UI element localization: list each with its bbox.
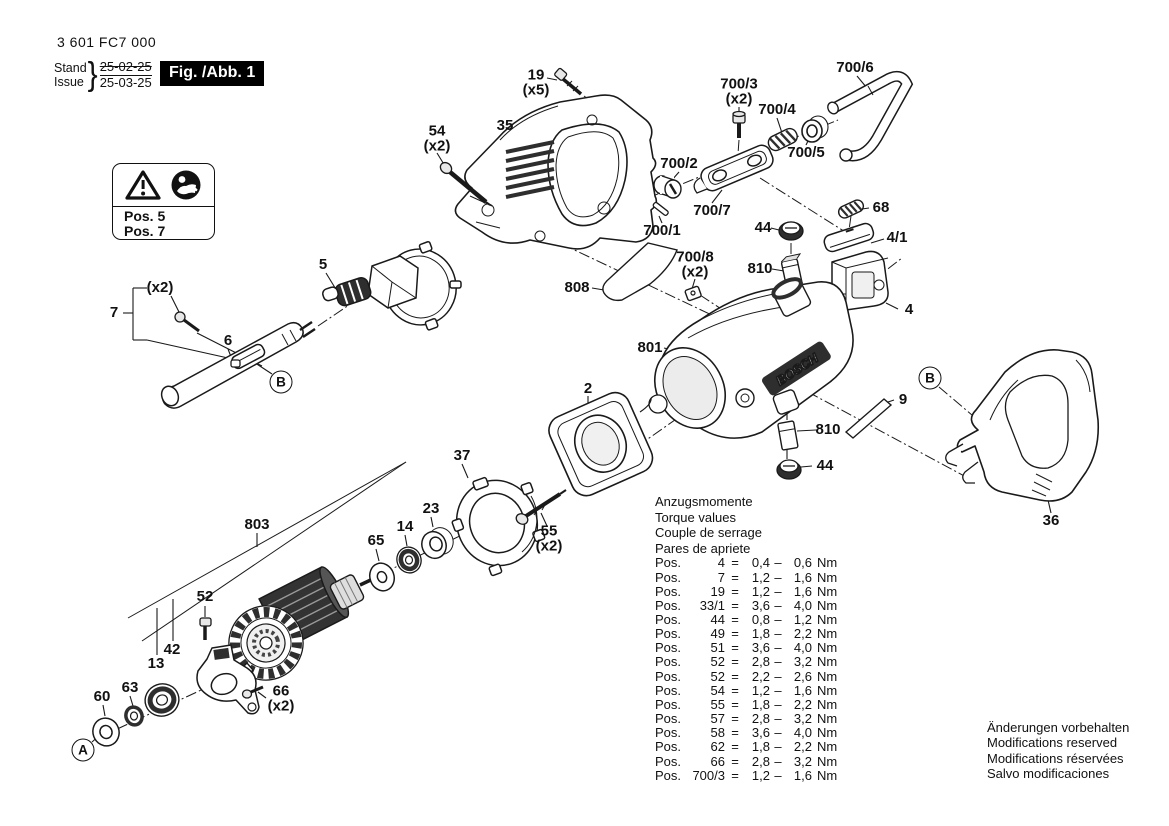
- torque-row-12: [655, 726, 847, 740]
- torque-unit: Nm: [817, 739, 838, 755]
- torque-row-7: [655, 655, 847, 669]
- bearing-13-drawing: [141, 679, 184, 721]
- part-number-text: 35: [496, 116, 514, 134]
- screw-700-3-drawing: [733, 112, 745, 139]
- part-number-text: 700/7: [693, 201, 731, 219]
- torque-row-10: [655, 698, 847, 712]
- part-number-text: 7: [109, 303, 119, 321]
- torque-range-dash: –: [774, 654, 782, 670]
- part-label-68-10: [872, 198, 890, 216]
- part-number-text: 808: [564, 278, 590, 296]
- torque-pos-label: Pos.: [655, 711, 682, 727]
- part-number-text: (x2): [146, 278, 174, 296]
- torque-max-value: 1,6: [793, 569, 812, 585]
- torque-max-value: 4,0: [793, 597, 812, 613]
- part-number-text: 810: [747, 259, 773, 277]
- torque-pos-number: 66: [710, 753, 725, 769]
- part-number-text: 700/5: [787, 143, 825, 161]
- part-number-text: 801: [637, 338, 663, 356]
- torque-range-dash: –: [774, 753, 782, 769]
- part-number-text: 63: [121, 678, 139, 696]
- torque-pos-number: 19: [710, 583, 725, 599]
- stand-label: Stand: [54, 61, 87, 75]
- part-label-35-1: [496, 116, 514, 134]
- torque-row-8: [655, 670, 847, 684]
- torque-equals: =: [731, 640, 739, 656]
- torque-table: [655, 494, 847, 783]
- torque-pos-number: 57: [710, 711, 725, 727]
- torque-row-14: [655, 755, 847, 769]
- part-number-text: 700/6: [836, 58, 874, 76]
- torque-max-value: 2,2: [793, 626, 812, 642]
- torque-row-1: [655, 571, 847, 585]
- washer-65-drawing: [366, 560, 398, 595]
- torque-max-value: 1,6: [793, 682, 812, 698]
- part-number-text: 44: [754, 218, 772, 236]
- torque-min-value: 1,8: [751, 739, 770, 755]
- modifications-line-de: Änderungen vorbehalten: [987, 720, 1130, 735]
- part-label-14-30: [396, 517, 414, 535]
- torque-equals: =: [731, 739, 739, 755]
- part-number-text: 700/2: [660, 154, 698, 172]
- torque-range-dash: –: [774, 555, 782, 571]
- part-quantity-text: (x2): [725, 90, 753, 107]
- part-label-700-4-4: [758, 100, 796, 118]
- part-number-text: 700/8: [676, 248, 714, 266]
- read-manual-icon: [170, 169, 202, 201]
- torque-equals: =: [731, 696, 739, 712]
- torque-pos-label: Pos.: [655, 739, 682, 755]
- torque-unit: Nm: [817, 569, 838, 585]
- reference-circle-B-0: B: [270, 371, 293, 394]
- part-label-36-26: [1042, 511, 1060, 529]
- torque-equals: =: [731, 583, 739, 599]
- torque-range-dash: –: [774, 626, 782, 642]
- torque-unit: Nm: [817, 626, 838, 642]
- carbon-brush-810-bottom-drawing: [778, 421, 798, 450]
- part-label-52-33: [196, 587, 214, 605]
- ring-63-drawing: [123, 705, 144, 727]
- torque-title-es: Pares de apriete: [655, 540, 751, 556]
- part-number-text: 803: [244, 515, 270, 533]
- part-label-6-21: [223, 331, 233, 349]
- handle-shell-36-drawing: [946, 350, 1099, 501]
- part-number-text: 36: [1042, 511, 1060, 529]
- part-number-text: 700/4: [758, 100, 796, 118]
- aux-handle-700-6-drawing: [826, 76, 907, 161]
- document-part-number: 3 601 FC7 000: [57, 34, 157, 50]
- torque-pos-number: 52: [710, 654, 725, 670]
- part-label-44-11: [754, 218, 772, 236]
- torque-max-value: 2,6: [793, 668, 812, 684]
- torque-unit: Nm: [817, 668, 838, 684]
- torque-equals: =: [731, 767, 739, 783]
- washer-60-drawing: [89, 714, 123, 749]
- torque-pos-number: 7: [717, 569, 725, 585]
- part-number-text: 6: [223, 331, 233, 349]
- torque-max-value: 3,2: [793, 654, 812, 670]
- torque-equals: =: [731, 654, 739, 670]
- label-sticker-9-drawing: [846, 399, 891, 438]
- torque-min-value: 2,8: [751, 711, 770, 727]
- part-label-810-12: [747, 259, 773, 277]
- torque-max-value: 3,2: [793, 753, 812, 769]
- warning-triangle-icon: [125, 169, 161, 201]
- housing-shell-35-drawing: [455, 95, 656, 249]
- part-label-700-3-3: [720, 75, 758, 107]
- part-label-700-5-6: [787, 143, 825, 161]
- modifications-line-fr: Modifications réservées: [987, 750, 1124, 766]
- torque-row-5: [655, 627, 847, 641]
- part-label-700-2-7: [660, 154, 698, 172]
- torque-min-value: 3,6: [751, 640, 770, 656]
- torque-pos-label: Pos.: [655, 696, 682, 712]
- torque-pos-label: Pos.: [655, 612, 682, 627]
- torque-pos-number: 55: [710, 696, 725, 712]
- part-number-text: 19: [527, 66, 545, 84]
- part-label-63-36: [121, 678, 139, 696]
- part-label-700-6-5: [836, 58, 874, 76]
- torque-pos-label: Pos.: [655, 668, 682, 684]
- torque-min-value: 2,8: [751, 753, 770, 769]
- knob-700-2-drawing: [654, 176, 681, 198]
- pin-700-1-drawing: [652, 202, 668, 216]
- part-number-text: 2: [583, 379, 593, 397]
- part-label-55-28: [535, 522, 563, 554]
- part-number-text: 810: [815, 420, 841, 438]
- torque-max-value: 4,0: [793, 640, 812, 656]
- stand-date: 25-02-25: [99, 59, 152, 74]
- torque-unit: Nm: [817, 555, 838, 571]
- torque-range-dash: –: [774, 696, 782, 712]
- torque-row-13: [655, 740, 847, 754]
- part-label--x2--20: [146, 278, 174, 296]
- part-label-54-2: [423, 122, 451, 154]
- torque-min-value: 2,2: [751, 668, 770, 684]
- part-number-text: 4/1: [886, 228, 908, 246]
- torque-pos-label: Pos.: [655, 682, 682, 698]
- torque-max-value: 2,2: [793, 739, 812, 755]
- torque-unit: Nm: [817, 753, 838, 769]
- clamp-plate-700-7-drawing: [694, 142, 776, 193]
- torque-range-dash: –: [774, 597, 782, 613]
- torque-range-dash: –: [774, 767, 782, 783]
- part-label-803-32: [244, 515, 270, 533]
- torque-pos-label: Pos.: [655, 640, 682, 656]
- torque-max-value: 1,2: [793, 612, 812, 627]
- torque-pos-number: 52: [710, 668, 725, 684]
- part-label-42-34: [163, 640, 181, 658]
- torque-row-3: [655, 599, 847, 613]
- part-label-44-25: [816, 456, 834, 474]
- part-label-65-31: [367, 531, 385, 549]
- torque-pos-number: 4: [717, 555, 725, 571]
- torque-min-value: 3,6: [751, 597, 770, 613]
- torque-title-fr: Couple de serrage: [655, 525, 762, 541]
- torque-range-dash: –: [774, 682, 782, 698]
- part-number-text: 5: [318, 255, 328, 273]
- bearing-14-drawing: [393, 544, 424, 577]
- torque-pos-number: 54: [710, 682, 725, 698]
- torque-equals: =: [731, 626, 739, 642]
- torque-min-value: 1,2: [751, 569, 770, 585]
- torque-row-11: [655, 712, 847, 726]
- torque-min-value: 1,2: [751, 682, 770, 698]
- torque-unit: Nm: [817, 654, 838, 670]
- torque-max-value: 2,2: [793, 696, 812, 712]
- screw-19-drawing: [554, 68, 581, 94]
- part-number-text: 13: [147, 654, 165, 672]
- stator-2-drawing: [544, 388, 667, 501]
- part-quantity-text: (x2): [423, 137, 451, 154]
- torque-pos-label: Pos.: [655, 626, 682, 642]
- part-label-801-16: [637, 338, 663, 356]
- issue-label: Issue: [54, 75, 84, 89]
- part-number-text: 37: [453, 446, 471, 464]
- torque-pos-number: 33/1: [699, 597, 725, 613]
- warning-pos-line-2: Pos. 7: [124, 223, 166, 239]
- part-label-7-19: [109, 303, 119, 321]
- torque-pos-label: Pos.: [655, 597, 682, 613]
- torque-max-value: 3,2: [793, 711, 812, 727]
- torque-min-value: 0,4: [751, 555, 770, 571]
- torque-pos-label: Pos.: [655, 654, 682, 670]
- torque-unit: Nm: [817, 725, 838, 741]
- part-number-text: 44: [816, 456, 834, 474]
- brush-cap-44-bottom-drawing: [777, 460, 801, 479]
- part-number-text: 55: [540, 522, 558, 540]
- part-number-text: 54: [428, 122, 446, 140]
- torque-equals: =: [731, 569, 739, 585]
- torque-range-dash: –: [774, 583, 782, 599]
- part-label-810-24: [815, 420, 841, 438]
- reference-circle-A-2: A: [72, 739, 95, 762]
- torque-range-dash: –: [774, 725, 782, 741]
- part-label-66-38: [267, 682, 295, 714]
- torque-range-dash: –: [774, 612, 782, 627]
- torque-min-value: 1,2: [751, 767, 770, 783]
- part-label-19-0: [522, 66, 550, 98]
- part-number-text: 68: [872, 198, 890, 216]
- part-label-700-8-14: [676, 248, 714, 280]
- part-number-text: 60: [93, 687, 111, 705]
- torque-equals: =: [731, 612, 739, 627]
- part-label-700-1-9: [643, 221, 681, 239]
- torque-min-value: 1,8: [751, 626, 770, 642]
- part-label-13-35: [147, 654, 165, 672]
- label-sticker-808-drawing: [603, 243, 677, 300]
- torque-range-dash: –: [774, 640, 782, 656]
- torque-pos-label: Pos.: [655, 583, 682, 599]
- torque-equals: =: [731, 668, 739, 684]
- power-plug-5-drawing: [318, 241, 464, 332]
- part-quantity-text: (x2): [535, 537, 563, 554]
- torque-pos-number: 49: [710, 626, 725, 642]
- part-number-text: 9: [898, 390, 908, 408]
- torque-equals: =: [731, 753, 739, 769]
- torque-range-dash: –: [774, 668, 782, 684]
- torque-range-dash: –: [774, 739, 782, 755]
- part-number-text: 700/3: [720, 75, 758, 93]
- warning-box: [112, 163, 215, 240]
- torque-unit: Nm: [817, 767, 838, 783]
- torque-pos-number: 58: [710, 725, 725, 741]
- part-number-text: 4: [904, 300, 914, 318]
- torque-min-value: 1,2: [751, 583, 770, 599]
- figure-title: Fig. /Abb. 1: [160, 61, 264, 86]
- brush-cap-44-top-drawing: [779, 222, 803, 240]
- torque-equals: =: [731, 725, 739, 741]
- torque-row-2: [655, 585, 847, 599]
- torque-range-dash: –: [774, 569, 782, 585]
- torque-range-dash: –: [774, 711, 782, 727]
- part-label-808-15: [564, 278, 590, 296]
- torque-max-value: 0,6: [793, 555, 812, 571]
- part-quantity-text: (x2): [267, 697, 295, 714]
- air-deflector-37-drawing: [441, 463, 555, 582]
- part-label-23-29: [422, 499, 440, 517]
- torque-min-value: 2,8: [751, 654, 770, 670]
- torque-unit: Nm: [817, 711, 838, 727]
- part-label-2-22: [583, 379, 593, 397]
- torque-min-value: 1,8: [751, 696, 770, 712]
- part-number-text: 23: [422, 499, 440, 517]
- torque-pos-label: Pos.: [655, 753, 682, 769]
- modifications-note: [987, 720, 1129, 782]
- torque-equals: =: [731, 597, 739, 613]
- torque-rows: [655, 556, 847, 783]
- part-number-text: 65: [367, 531, 385, 549]
- torque-unit: Nm: [817, 640, 838, 656]
- revision-brace: }: [87, 56, 98, 93]
- torque-title-en: Torque values: [655, 509, 736, 525]
- ring-23-drawing: [418, 524, 457, 562]
- torque-pos-label: Pos.: [655, 767, 682, 783]
- torque-pos-number: 51: [710, 640, 725, 656]
- torque-pos-label: Pos.: [655, 569, 682, 585]
- torque-pos-number: 700/3: [692, 767, 725, 783]
- torque-row-9: [655, 684, 847, 698]
- part-quantity-text: (x5): [522, 81, 550, 98]
- torque-row-0: [655, 556, 847, 570]
- torque-pos-label: Pos.: [655, 555, 682, 571]
- torque-unit: Nm: [817, 597, 838, 613]
- part-label-5-18: [318, 255, 328, 273]
- screw-52-drawing: [200, 618, 211, 640]
- torque-title-de: Anzugsmomente: [655, 494, 753, 509]
- torque-max-value: 1,6: [793, 767, 812, 783]
- torque-unit: Nm: [817, 612, 838, 627]
- part-label-9-23: [898, 390, 908, 408]
- warning-pos-line-1: Pos. 5: [124, 208, 166, 224]
- part-label-60-37: [93, 687, 111, 705]
- part-label-4-1-13: [886, 228, 908, 246]
- torque-min-value: 3,6: [751, 725, 770, 741]
- torque-equals: =: [731, 682, 739, 698]
- modifications-line-en: Modifications reserved: [987, 735, 1118, 751]
- issue-date: 25-03-25: [99, 75, 152, 90]
- torque-pos-label: Pos.: [655, 725, 682, 741]
- part-number-text: 66: [272, 682, 290, 700]
- torque-unit: Nm: [817, 682, 838, 698]
- reference-circle-B-1: B: [919, 367, 942, 390]
- part-number-text: 14: [396, 517, 414, 535]
- torque-max-value: 1,6: [793, 583, 812, 599]
- torque-unit: Nm: [817, 583, 838, 599]
- torque-unit: Nm: [817, 696, 838, 712]
- torque-row-4: [655, 613, 847, 627]
- torque-equals: =: [731, 711, 739, 727]
- plate-700-8-drawing: [685, 286, 702, 301]
- part-number-text: 700/1: [643, 221, 681, 239]
- cover-4-1-drawing: [822, 222, 875, 254]
- torque-pos-number: 44: [710, 612, 725, 627]
- torque-row-15: [655, 769, 847, 783]
- modifications-line-es: Salvo modificaciones: [987, 766, 1110, 782]
- part-number-text: 52: [196, 587, 214, 605]
- part-quantity-text: (x2): [681, 263, 709, 280]
- part-label-4-17: [904, 300, 914, 318]
- part-number-text: 42: [163, 640, 181, 658]
- svg-text:BOSCH: BOSCH: [773, 350, 821, 389]
- torque-max-value: 4,0: [793, 725, 812, 741]
- part-label-700-7-8: [693, 201, 731, 219]
- torque-row-6: [655, 641, 847, 655]
- torque-equals: =: [731, 555, 739, 571]
- motor-housing-801-drawing: [641, 275, 853, 440]
- torque-min-value: 0,8: [751, 612, 770, 627]
- part-label-37-27: [453, 446, 471, 464]
- revision-block: [54, 56, 152, 93]
- torque-pos-number: 62: [710, 739, 725, 755]
- ring-700-5-drawing: [802, 116, 828, 142]
